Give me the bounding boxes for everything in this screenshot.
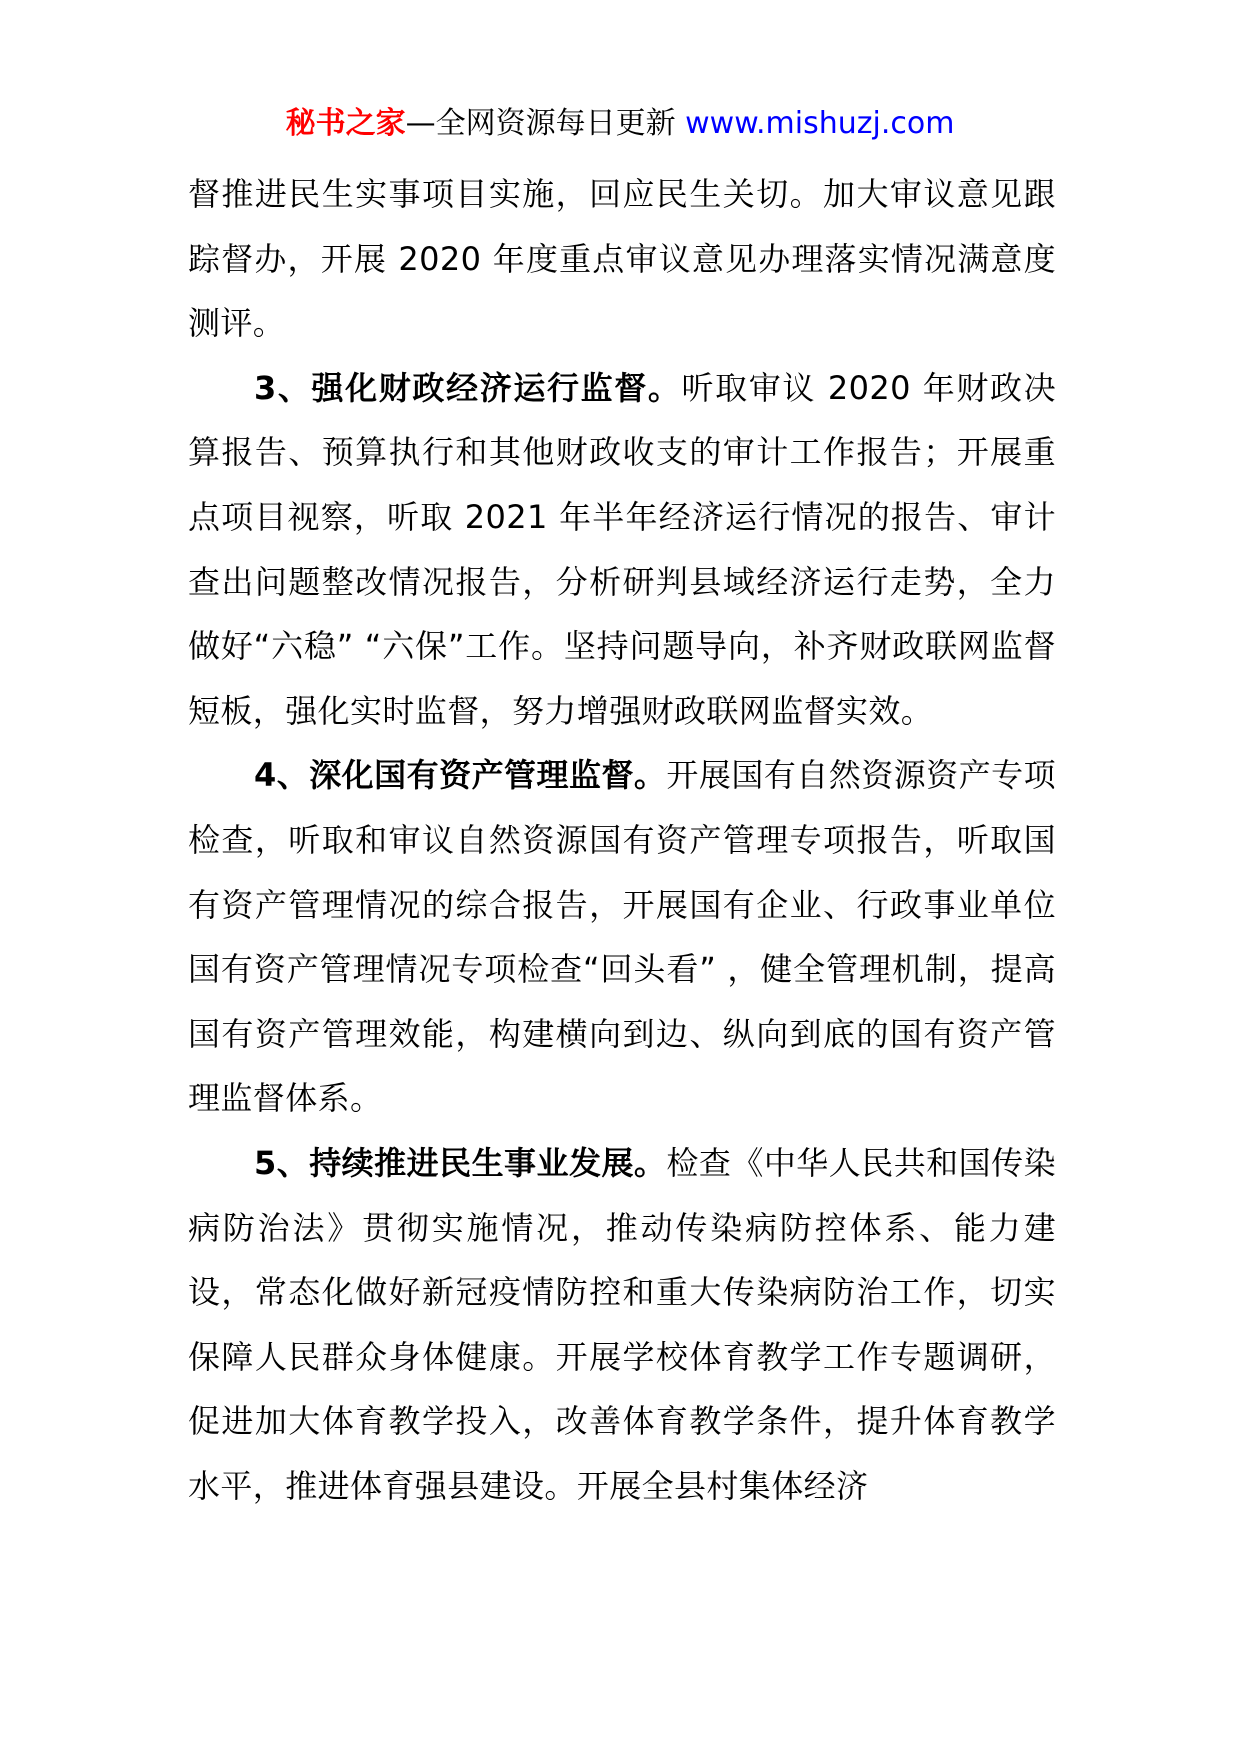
paragraph-section-4	[188, 743, 1056, 1131]
document-body	[188, 162, 1056, 1518]
paragraph-text: 督推进民生实事项目实施，回应民生关切。加大审议意见跟踪督办，开展 2020 年度重点审议意见办理落实情况满意度测评。	[188, 175, 1056, 343]
section-heading: 5、持续推进民生事业发展。	[254, 1143, 667, 1182]
site-brand: 秘书之家	[285, 106, 406, 141]
paragraph-text: 开展国有自然资源资产专项检查，听取和审议自然资源国有资产管理专项报告，听取国有资产管理情况的综合报告，开展国有企业、行政事业单位国有资产管理情况专项检查“回头看” ，健全管理机制，提高国有资产管理效能，构建横向到边、纵向到底的国有资产管理监督体系。	[188, 756, 1056, 1118]
paragraph-text: 听取审议 2020 年财政决算报告、预算执行和其他财政收支的审计工作报告；开展重点项目视察，听取 2021 年半年经济运行情况的报告、审计查出问题整改情况报告，分析研判县域经济运行走势，全力做好“六稳” “六保”工作。坚持问题导向，补齐财政联网监督短板，强化实时监督，努力增强财政联网监督实效。	[188, 368, 1057, 730]
paragraph-section-5	[188, 1131, 1056, 1519]
site-url-link[interactable]: www.mishuzj.com	[685, 106, 955, 141]
section-heading: 3、强化财政经济运行监督。	[254, 368, 682, 407]
paragraph-section-3	[188, 356, 1056, 744]
page-header	[0, 102, 1240, 146]
site-tagline: —全网资源每日更新	[405, 106, 686, 141]
paragraph-continued	[188, 162, 1056, 356]
paragraph-text: 检查《中华人民共和国传染病防治法》贯彻实施情况，推动传染病防控体系、能力建设，常态化做好新冠疫情防控和重大传染病防治工作，切实保障人民群众身体健康。开展学校体育教学工作专题调研，促进加大体育教学投入，改善体育教学条件，提升体育教学水平，推进体育强县建设。开展全县村集体经济	[188, 1143, 1056, 1505]
section-heading: 4、深化国有资产管理监督。	[254, 756, 667, 795]
